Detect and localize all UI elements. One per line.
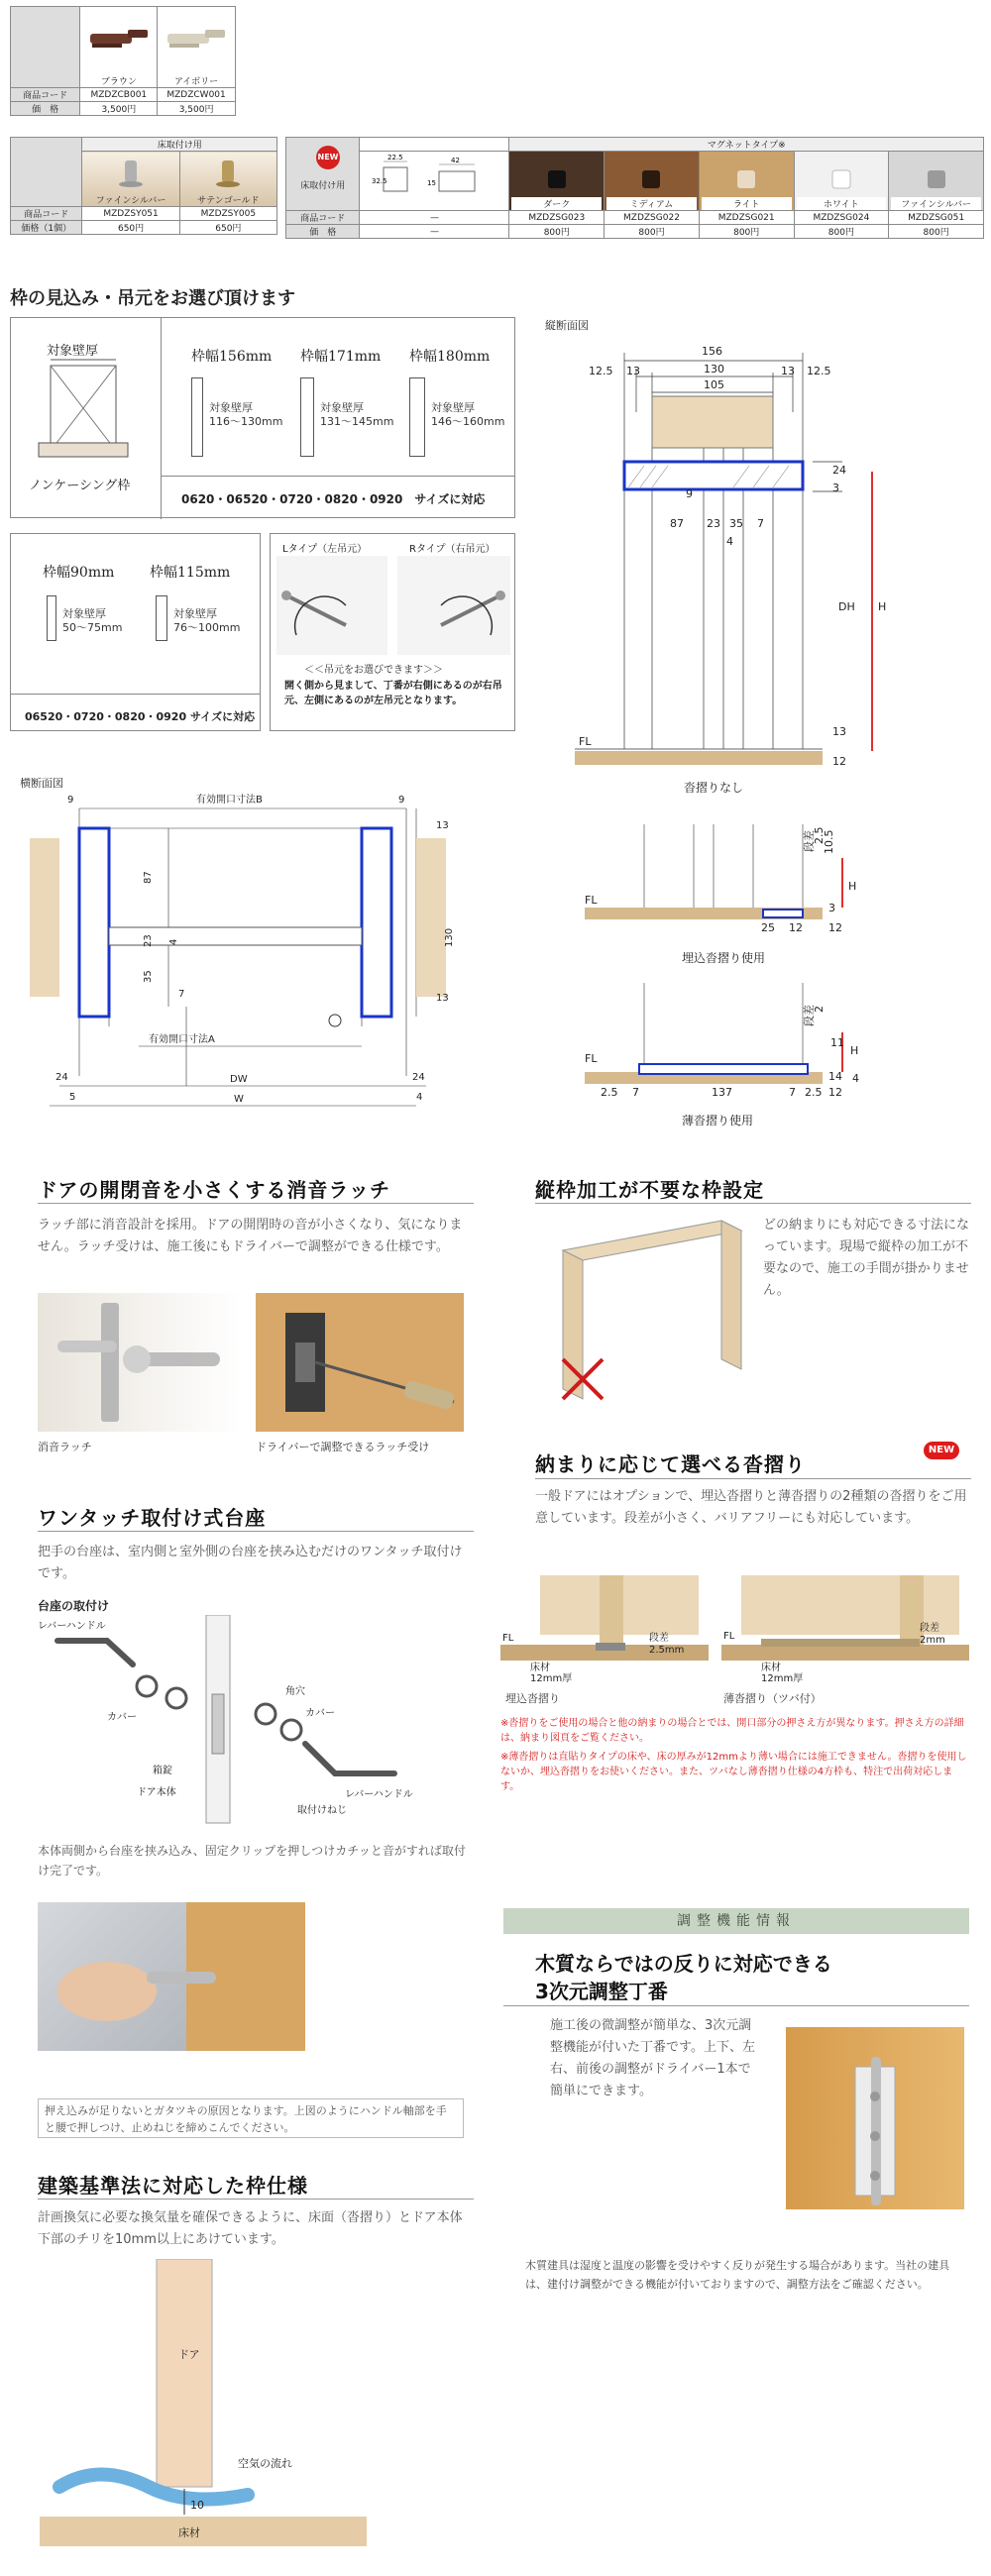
label-kakuana: 角穴 [285, 1686, 305, 1697]
floor-stopper-price-label: 価格（1個） [11, 221, 82, 235]
stopper-gold-cell [179, 152, 276, 207]
frame-section-title: 枠の見込み・吊元をお選び頂けます [10, 288, 295, 309]
thin-ill-caption: 薄沓摺り（ツバ付） [723, 1692, 822, 1705]
building-law-body: 計画換気に必要な換気量を確保できるように、床面（沓摺り）とドア本体下部のチリを10mm以上にあけています。 [38, 2210, 463, 2247]
h-dim-7: 7 [178, 989, 185, 1000]
magnet-price: 800円 [605, 225, 700, 239]
v-dim-13: 13 [832, 725, 846, 738]
magnet-code-label: 商品コード [286, 211, 360, 225]
label-door: ドア本体 [137, 1787, 176, 1798]
wall-180-label: 対象壁厚 [431, 401, 475, 414]
embedded-caption: 埋込沓摺り使用 [682, 951, 766, 965]
latch-receiver-image [256, 1293, 464, 1432]
magnet-medium-color-name: ミディアム [606, 197, 697, 210]
v-dim-87: 87 [670, 517, 684, 530]
magnet-dark-cell [509, 152, 605, 211]
magnet-stopper-white-image [826, 164, 856, 194]
magnet-stopper-dark-image [542, 164, 572, 194]
magnet-silver-color-name: ファインシルバー [891, 197, 981, 210]
wall-115-range: 76〜100mm [173, 621, 241, 634]
air-flow-label: 空気の流れ [238, 2457, 292, 2470]
v-dim-7: 7 [757, 517, 764, 530]
v-fl-label: FL [579, 735, 592, 748]
label-lever-right: レバーハンドル [345, 1789, 413, 1800]
magnet-stopper-silver-image [922, 164, 951, 194]
frame-widths-panel [162, 318, 515, 477]
frame-180-drawing [409, 377, 425, 457]
horizontal-section-drawing [20, 789, 486, 1116]
thin-ill-floor: 床材 [761, 1663, 781, 1673]
closer-price: 3,500円 [158, 102, 235, 116]
latch-body: ラッチ部に消音設計を採用。ドアの開閉時の音が小さくなり、気になりません。ラッチ受けは、施工後にもドライバーで調整ができる仕様です。 [38, 1218, 463, 1254]
magnet-dim-dash: — [360, 211, 509, 225]
dim-d: 15 [427, 179, 437, 187]
frame-156-drawing [191, 377, 203, 457]
thin-2-5b: 2.5 [805, 1086, 823, 1099]
wall-115-label: 対象壁厚 [173, 607, 217, 620]
embedded-10-5: 10.5 [823, 829, 835, 854]
floor-stopper-table [10, 137, 277, 235]
v-dim-4: 4 [726, 535, 733, 548]
hinge-note-body: 開く側から見まして、丁番が右側にあるのが右吊元、左側にあるのが左吊元となります。 [284, 681, 502, 706]
h-dim-9b: 9 [398, 795, 405, 805]
thin-2-5a: 2.5 [601, 1086, 618, 1099]
closer-price-label: 価 格 [11, 102, 80, 116]
wall-thickness-label: 対象壁厚 [47, 344, 99, 359]
thin-caption: 薄沓摺り使用 [682, 1114, 754, 1127]
thin-threshold-drawing [585, 983, 961, 1102]
thin-12: 12 [828, 1086, 842, 1099]
gap-label: 10 [190, 2499, 204, 2512]
adjust-body: 施工後の微調整が簡単な、3次元調整機能が付いた丁番です。上下、左右、前後の調整がドライバー1本で簡単にできます。 [550, 2018, 755, 2098]
hinge-photo [786, 2027, 964, 2209]
silent-latch-image [38, 1293, 241, 1432]
magnet-code: MZDZSG023 [509, 211, 605, 225]
wall-90-range: 50〜75mm [62, 621, 123, 634]
v-dim-9: 9 [686, 487, 693, 500]
thin-2: 2 [813, 1006, 826, 1013]
thin-11: 11 [830, 1036, 844, 1049]
frame-width-box [10, 317, 515, 518]
latch-caption-2: ドライバーで調整できるラッチ受け [256, 1441, 430, 1453]
embedded-12: 12 [789, 921, 803, 934]
emb-ill-floor: 床材 [530, 1663, 550, 1673]
magnet-code: MZDZSG024 [794, 211, 889, 225]
magnet-white-cell [794, 152, 889, 211]
wall-90-label: 対象壁厚 [62, 607, 106, 620]
v-dim-23: 23 [707, 517, 720, 530]
noncasing-label: ノンケーシング枠 [29, 479, 131, 493]
label-screw: 取付けねじ [297, 1805, 347, 1816]
frame-free-body: どの納まりにも対応できる寸法になっています。現場で縦枠の加工が不要なので、施工の手間が掛かりません。 [763, 1218, 970, 1298]
stopper-gold-color-name: サテンゴールド [197, 196, 260, 206]
magnet-code: MZDZSG021 [699, 211, 794, 225]
closer-price: 3,500円 [80, 102, 158, 116]
width-156-label: 枠幅156mm [191, 349, 273, 365]
adjust-note: 木質建具は湿度と温度の影響を受けやすく反りが発生する場合があります。当社の建具は、建付け調整ができる機能が付いておりますので、調整方法をご確認ください。 [525, 2259, 950, 2291]
closer-code: MZDZCB001 [80, 88, 158, 102]
frame-115-drawing [156, 595, 167, 641]
threshold-note-2: ※薄沓摺りは直貼りタイプの床や、床の厚みが12mmより薄い場合には施工できません。沓摺りを使用しないか、埋込沓摺りをお使いください。また、ツバなし薄沓摺り仕様の4方枠も、特注で出荷対応します。 [500, 1752, 967, 1792]
adjust-title-2: 3次元調整丁番 [535, 1980, 668, 2003]
magnet-side-label: 床取付け用 [300, 181, 346, 191]
frame-90-drawing [47, 595, 56, 641]
floor-stopper-price: 650円 [179, 221, 276, 235]
v-dim-35: 35 [729, 517, 743, 530]
dim-c: 32.5 [372, 177, 388, 185]
h-dim-9a: 9 [67, 795, 74, 805]
h-dim-w: W [234, 1094, 244, 1105]
hinge-swing-drawing [276, 556, 510, 655]
h-dim-35: 35 [143, 970, 154, 983]
v-dim-13b: 13 [781, 365, 795, 377]
vertical-section-drawing [545, 333, 981, 769]
embedded-threshold-illustration [500, 1565, 709, 1684]
v-dim-dh: DH [838, 600, 855, 613]
h-dim-87: 87 [143, 871, 154, 884]
h-dim-23: 23 [143, 934, 154, 947]
thin-ill-floor-t: 12mm厚 [761, 1673, 804, 1684]
h-label-b: 有効開口寸法B [196, 795, 263, 805]
horizontal-section-title: 横断面図 [20, 777, 63, 790]
magnet-side-cell [286, 138, 360, 211]
latch-title: ドアの開閉音を小さくする消音ラッチ [38, 1178, 390, 1202]
threshold-select-title: 納まりに応じて選べる沓摺り [535, 1452, 806, 1476]
v-dim-156: 156 [702, 345, 722, 358]
closer-code-label: 商品コード [11, 88, 80, 102]
v-dim-105: 105 [704, 378, 724, 391]
thin-h: H [850, 1044, 859, 1057]
h-dim-4: 4 [168, 938, 179, 945]
magnet-stopper-table [285, 137, 984, 239]
h-dim-dw: DW [230, 1074, 248, 1085]
wall-180-range: 146〜160mm [431, 415, 505, 428]
closer-brown-cell [80, 7, 158, 88]
emb-ill-mm: 2.5mm [649, 1645, 685, 1656]
magnet-stopper-medium-image [636, 164, 666, 194]
width-115-label: 枠幅115mm [150, 565, 231, 581]
latch-caption-1: 消音ラッチ [38, 1441, 92, 1453]
r-type-label: Rタイプ（右吊元） [409, 544, 496, 555]
base-mount-body-2: 本体両側から台座を挟み込み、固定クリップを押しつけカチッと音がすれば取付け完了です。 [38, 1844, 466, 1878]
v-dim-12-5b: 12.5 [807, 365, 831, 377]
embedded-h: H [848, 880, 857, 893]
three-dimension-hinge-image [786, 2027, 964, 2209]
hinge-select-box [270, 533, 515, 731]
magnet-light-color-name: ライト [702, 197, 792, 210]
v-dim-13a: 13 [626, 365, 640, 377]
floor-stopper-price: 650円 [82, 221, 179, 235]
magnet-white-color-name: ホワイト [797, 197, 887, 210]
floor-stopper-code: MZDZSY051 [82, 207, 179, 221]
door-closer-brown-image [84, 22, 154, 71]
thin-4: 4 [852, 1072, 859, 1085]
embedded-ill-caption: 埋込沓摺り [505, 1692, 560, 1705]
base-mount-body: 把手の台座は、室内側と室外側の台座を挟み込むだけのワンタッチ取付けです。 [38, 1545, 463, 1581]
magnet-stopper-header: マグネットタイプ※ [509, 138, 984, 152]
noncasing-frame-drawing [29, 358, 140, 467]
width-171-label: 枠幅171mm [300, 349, 382, 365]
adjust-title-1: 木質ならではの反りに対応できる [535, 1952, 832, 1976]
base-diagram-title: 台座の取付け [38, 1599, 110, 1613]
wall-156-label: 対象壁厚 [209, 401, 253, 414]
thin-7a: 7 [632, 1086, 639, 1099]
thin-14: 14 [828, 1070, 842, 1083]
base-mount-diagram [38, 1615, 454, 1833]
air-flow-diagram [40, 2259, 367, 2556]
embedded-3: 3 [828, 902, 835, 914]
install-photo [38, 1902, 305, 2051]
h-dim-5: 5 [69, 1092, 76, 1103]
install-note: 押え込みが足りないとガタツキの原因となります。上図のようにハンドル軸部を手と腰で押しつけ、止めねじを締めこんでください。 [38, 2098, 464, 2138]
label-lever-left: レバーハンドル [38, 1621, 106, 1632]
magnet-price: 800円 [699, 225, 794, 239]
h-dim-130: 130 [444, 927, 455, 947]
closer-table [10, 6, 329, 116]
v-dim-24: 24 [832, 464, 846, 477]
thin-ill-mm: 2mm [920, 1635, 945, 1646]
embedded-25: 25 [761, 921, 775, 934]
floor-stopper-header: 床取付け用 [82, 138, 277, 152]
magnet-dim-drawing-cell [360, 152, 509, 211]
door-closer-ivory-image [162, 22, 231, 71]
stopper-silver-color-name: ファインシルバー [95, 196, 166, 206]
label-cover-left: カバー [107, 1712, 137, 1723]
stopper-silver-cell [82, 152, 179, 207]
magnet-dark-color-name: ダーク [511, 197, 602, 210]
v-dim-12: 12 [832, 755, 846, 768]
floor-stopper-code-label: 商品コード [11, 207, 82, 221]
label-cover-right: カバー [305, 1708, 335, 1719]
magnet-stopper-light-image [731, 164, 761, 194]
base-mount-title: ワンタッチ取付け式台座 [38, 1506, 267, 1530]
closer-brown-color-name: ブラウン [100, 77, 137, 87]
embedded-threshold-drawing [585, 824, 961, 943]
h-dim-4b: 4 [416, 1092, 423, 1103]
hand-install-image [38, 1902, 305, 2051]
h-dim-13b: 13 [436, 993, 449, 1004]
threshold-select-body: 一般ドアにはオプションで、埋込沓摺りと薄沓摺りの2種類の沓摺りをご用意しています。段差が小さく、バリアフリーにも対応しています。 [535, 1489, 967, 1526]
threshold-note-1: ※沓摺りをご使用の場合と他の納まりの場合とでは、開口部分の押さえ方が異なります。押さえ方の詳細は、納まり図頁をご覧ください。 [500, 1718, 964, 1744]
emb-ill-step: 段差 [649, 1633, 669, 1644]
closer-ivory-cell [158, 7, 235, 88]
magnet-code: MZDZSG022 [605, 211, 700, 225]
thin-ill-step: 段差 [920, 1623, 939, 1634]
thin-7b: 7 [789, 1086, 796, 1099]
thin-ill-fl: FL [723, 1631, 735, 1642]
wall-156-range: 116〜130mm [209, 415, 283, 428]
width-180-label: 枠幅180mm [409, 349, 491, 365]
adjust-header: 調整機能情報 [503, 1908, 969, 1934]
v-dim-3: 3 [832, 482, 839, 494]
magnet-price: 800円 [509, 225, 605, 239]
thin-threshold-illustration [721, 1565, 969, 1684]
embedded-fl: FL [585, 894, 598, 907]
magnet-price: 800円 [889, 225, 984, 239]
vertical-caption: 沓摺りなし [684, 781, 744, 795]
v-dim-130: 130 [704, 363, 724, 376]
magnet-code: MZDZSG051 [889, 211, 984, 225]
l-type-label: Lタイプ（左吊元） [282, 544, 368, 555]
thin-step-label: 段差 [803, 1005, 816, 1026]
magnet-silver-cell [889, 152, 984, 211]
embedded-step-label: 段差 [803, 830, 816, 852]
noncasing-panel [11, 318, 162, 519]
wall-171-range: 131〜145mm [320, 415, 394, 428]
hinge-note-title: ＜＜吊元をお選びできます＞＞ [304, 665, 443, 676]
v-dim-h: H [878, 600, 887, 613]
new-badge: NEW [316, 146, 340, 169]
label-hakoza: 箱錠 [153, 1766, 172, 1776]
dim-b: 42 [451, 157, 461, 164]
sizes-note: 0620・06520・0720・0820・0920 サイズに対応 [181, 492, 486, 506]
magnet-dimension-drawing [370, 152, 498, 207]
sizes-note-2: 06520・0720・0820・0920 サイズに対応 [25, 710, 256, 723]
magnet-dim-dash: — [360, 225, 509, 239]
h-dim-24b: 24 [412, 1072, 425, 1083]
stopper-gold-image [208, 157, 248, 190]
floor-stopper-code: MZDZSY005 [179, 207, 276, 221]
magnet-price: 800円 [794, 225, 889, 239]
closer-ivory-color-name: アイボリー [173, 77, 219, 87]
embedded-12b: 12 [828, 921, 842, 934]
frame-171-drawing [300, 377, 314, 457]
door-label: ドア [178, 2348, 200, 2361]
dim-a: 22.5 [387, 154, 404, 161]
emb-ill-fl: FL [502, 1633, 514, 1644]
width-90-label: 枠幅90mm [43, 565, 115, 581]
embedded-2-5: 2.5 [813, 826, 826, 844]
frame-free-title: 縦枠加工が不要な枠設定 [535, 1178, 764, 1202]
magnet-light-cell [699, 152, 794, 211]
frame-corner-drawing [543, 1211, 781, 1409]
magnet-medium-cell [605, 152, 700, 211]
h-dim-24a: 24 [55, 1072, 68, 1083]
v-dim-12-5a: 12.5 [589, 365, 613, 377]
h-label-a: 有効開口寸法A [149, 1034, 215, 1045]
thin-137: 137 [712, 1086, 732, 1099]
latch-receiver-photo [256, 1293, 464, 1432]
closer-code: MZDZCW001 [158, 88, 235, 102]
emb-ill-floor-t: 12mm厚 [530, 1673, 573, 1684]
thin-fl: FL [585, 1052, 598, 1065]
threshold-new-badge: NEW [924, 1442, 959, 1459]
floor-material-label: 床材 [178, 2526, 200, 2539]
frame-width-box-2 [10, 533, 261, 731]
stopper-silver-image [111, 157, 151, 190]
wall-171-label: 対象壁厚 [320, 401, 364, 414]
latch-photo [38, 1293, 241, 1432]
vertical-section-title: 縦断面図 [545, 319, 589, 332]
magnet-price-label: 価 格 [286, 225, 360, 239]
h-dim-13: 13 [436, 820, 449, 831]
building-law-title: 建築基準法に対応した枠仕様 [38, 2174, 308, 2198]
